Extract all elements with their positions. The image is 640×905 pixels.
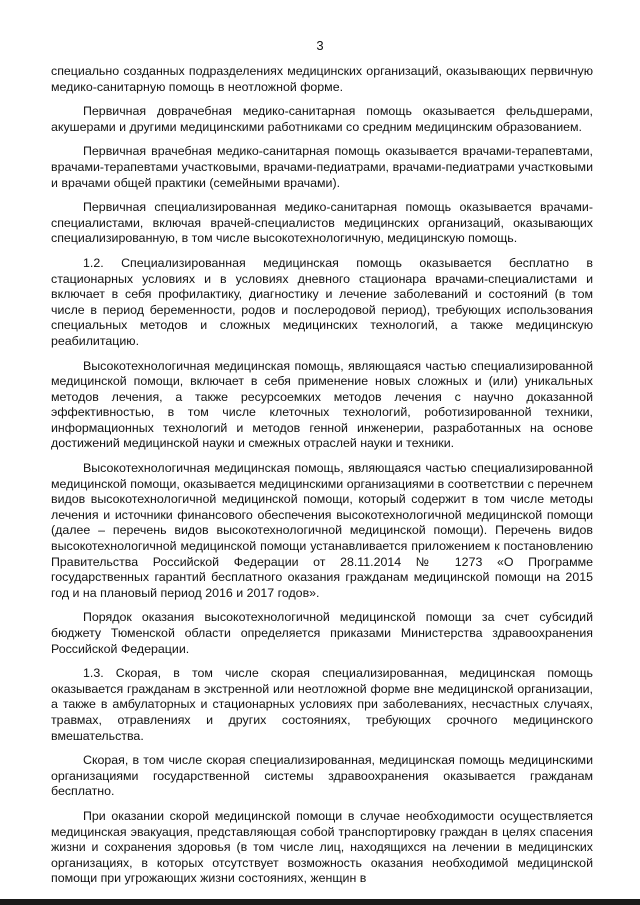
page-number: 3 (316, 38, 324, 53)
paragraph-hightech-provision: Высокотехнологичная медицинская помощь, являющаяся частью специализированной медицинской помощи, оказывается медицинскими организациями в соответствии с перечнем видов высокотехнологичной медицинской помощи, который содержит в том числе методы лечения и источники финансового обеспечения высокотехнологичной медицинской помощи (далее – перечень видов высокотехнологичной медицинской помощи). Перечень видов высокотехнологичной медицинской помощи устанавливается приложением к постановлению Правительства Российской Федерации от 28.11.2014 № 1273 «О Программе государственных гарантий бесплатного оказания гражданам медицинской помощи на 2015 год и на плановый период 2016 и 2017 годов». (51, 461, 593, 600)
paragraph-prehospital-care: Первичная доврачебная медико-санитарная помощь оказывается фельдшерами, акушерами и другими медицинскими работниками со средним медицинским образованием. (51, 104, 593, 134)
paragraph-section-1-2: 1.2. Специализированная медицинская помощь оказывается бесплатно в стационарных условиях и в условиях дневного стационара врачами-специалистами и включает в себя профилактику, диагностику и лечение заболеваний и состояний (в том числе в период беременности, родов и послеродовой период), требующих использования специальных методов и сложных медицинских технологий, а также медицинскую реабилитацию. (51, 255, 593, 348)
document-body (51, 64, 593, 896)
paragraph-hightech-procedure: Порядок оказания высокотехнологичной медицинской помощи за счет субсидий бюджету Тюменской области определяется приказами Министерства здравоохранения Российской Федерации. (51, 610, 593, 656)
paragraph-physician-care: Первичная врачебная медико-санитарная помощь оказывается врачами-терапевтами, врачами-терапевтами участковыми, врачами-педиатрами, врачами-педиатрами участковыми и врачами общей практики (семейными врачами). (51, 144, 593, 190)
paragraph-continuation: специально созданных подразделениях медицинских организаций, оказывающих первичную медико-санитарную помощь в неотложной форме. (51, 64, 593, 94)
scan-bottom-edge (0, 899, 640, 905)
paragraph-emergency-free: Скорая, в том числе скорая специализированная, медицинская помощь медицинскими организациями государственной системы здравоохранения оказывается гражданам бесплатно. (51, 753, 593, 799)
paragraph-hightech-definition: Высокотехнологичная медицинская помощь, являющаяся частью специализированной медицинской помощи, включает в себя применение новых сложных и (или) уникальных методов лечения, а также ресурсоемких методов лечения с научно доказанной эффективностью, в том числе клеточных технологий, роботизированной техники, информационных технологий и методов генной инженерии, разработанных на основе достижений медицинской науки и смежных отраслей науки и техники. (51, 358, 593, 451)
paragraph-specialist-care: Первичная специализированная медико-санитарная помощь оказывается врачами-специалистами, включая врачей-специалистов медицинских организаций, оказывающих специализированную, в том числе высокотехнологичную, медицинскую помощь. (51, 200, 593, 246)
paragraph-section-1-3: 1.3. Скорая, в том числе скорая специализированная, медицинская помощь оказывается гражданам в экстренной или неотложной форме вне медицинской организации, а также в амбулаторных и стационарных условиях при заболеваниях, несчастных случаях, травмах, отравлениях и других состояниях, требующих срочного медицинского вмешательства. (51, 666, 593, 743)
paragraph-medical-evacuation: При оказании скорой медицинской помощи в случае необходимости осуществляется медицинская эвакуация, представляющая собой транспортировку граждан в целях спасения жизни и сохранения здоровья (в том числе лиц, находящихся на лечении в медицинских организациях, в которых отсутствует возможность оказания необходимой медицинской помощи при угрожающих жизни состояниях, женщин в (51, 808, 593, 886)
